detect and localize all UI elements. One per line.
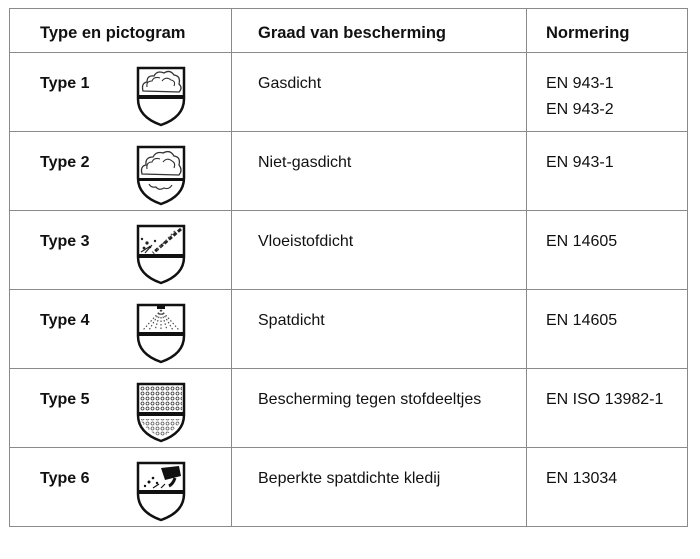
- norm-cell: [527, 448, 688, 527]
- protection-cell: Niet-gasdicht: [232, 132, 527, 211]
- type-cell: [10, 448, 232, 527]
- limited-splash-icon: [135, 460, 187, 522]
- type-label: Type 2: [40, 154, 90, 171]
- protection-cell: Bescherming tegen stofdeeltjes: [232, 369, 527, 448]
- table-row: [10, 132, 688, 211]
- header-protection: Graad van bescherming: [232, 9, 527, 53]
- table-row: [10, 53, 688, 132]
- table-row: [10, 448, 688, 527]
- protection-cell: Gasdicht: [232, 53, 527, 132]
- norm-cell: [527, 132, 688, 211]
- norm-item: EN 943-2: [546, 101, 614, 118]
- header-type: Type en pictogram: [10, 9, 232, 53]
- protection-types-table: [9, 8, 688, 527]
- type-label: Type 4: [40, 312, 90, 329]
- dust-particles-icon: [135, 381, 187, 443]
- type-cell: [10, 211, 232, 290]
- type-label: Type 5: [40, 391, 90, 408]
- norm-item: EN 943-1: [546, 154, 614, 171]
- norm-item: EN 943-1: [546, 75, 614, 92]
- norm-item: EN 14605: [546, 312, 618, 329]
- norm-cell: [527, 290, 688, 369]
- spray-tight-icon: [135, 302, 187, 364]
- norm-item: EN 14605: [546, 233, 618, 250]
- type-cell: [10, 290, 232, 369]
- type-label: Type 6: [40, 470, 90, 487]
- protection-cell: Spatdicht: [232, 290, 527, 369]
- table-row: [10, 369, 688, 448]
- norm-item: EN 13034: [546, 470, 618, 487]
- header-norm: Normering: [527, 9, 688, 53]
- norm-cell: [527, 53, 688, 132]
- protection-cell: Vloeistofdicht: [232, 211, 527, 290]
- liquid-tight-icon: [135, 223, 187, 285]
- gas-tight-icon: [135, 65, 187, 127]
- type-label: Type 1: [40, 75, 90, 92]
- type-cell: [10, 369, 232, 448]
- table-row: [10, 290, 688, 369]
- type-cell: [10, 53, 232, 132]
- type-label: Type 3: [40, 233, 90, 250]
- norm-item: EN ISO 13982-1: [546, 391, 664, 408]
- type-cell: [10, 132, 232, 211]
- header-row: [10, 9, 688, 53]
- protection-cell: Beperkte spatdichte kledij: [232, 448, 527, 527]
- norm-cell: [527, 211, 688, 290]
- norm-cell: [527, 369, 688, 448]
- protection-types-table-container: [9, 8, 687, 552]
- non-gas-tight-icon: [135, 144, 187, 206]
- table-row: [10, 211, 688, 290]
